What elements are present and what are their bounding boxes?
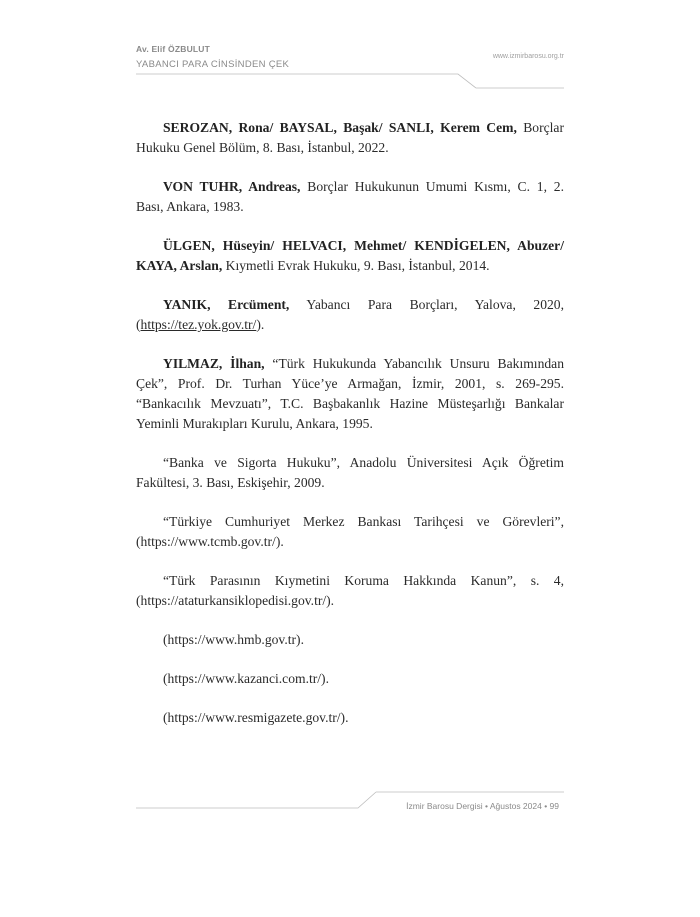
reference-item bbox=[136, 669, 564, 689]
reference-details: (https://www.hmb.gov.tr). bbox=[163, 632, 304, 647]
reference-item bbox=[136, 453, 564, 493]
references-list bbox=[136, 118, 564, 747]
reference-details: “Türkiye Cumhuriyet Merkez Bankası Tarihçesi ve Görevleri”, (https://www.tcmb.gov.tr/). bbox=[136, 514, 564, 549]
reference-details: Yabancı Para Borçları, Yalova, 2020, ( bbox=[136, 297, 565, 332]
reference-item bbox=[136, 354, 564, 434]
reference-authors: SEROZAN, Rona/ BAYSAL, Başak/ SANLI, Kerem Cem, bbox=[163, 120, 517, 135]
reference-details: Borçlar Hukuku Genel Bölüm, 8. Bası, İstanbul, 2022. bbox=[136, 120, 564, 155]
header-rule bbox=[136, 61, 476, 91]
reference-item bbox=[136, 512, 564, 552]
reference-authors: VON TUHR, Andreas, bbox=[163, 179, 301, 194]
reference-authors: ÜLGEN, Hüseyin/ HELVACI, Mehmet/ KENDİGELEN, Abuzer/ KAYA, Arslan, bbox=[136, 238, 564, 273]
reference-item bbox=[136, 630, 564, 650]
header-rule-end bbox=[476, 61, 564, 91]
page-header bbox=[136, 44, 564, 84]
reference-details: Borçlar Hukukunun Umumi Kısmı, C. 1, 2. Bası, Ankara, 1983. bbox=[136, 179, 564, 214]
author-name: Av. Elif ÖZBULUT bbox=[136, 44, 211, 54]
reference-item bbox=[136, 295, 564, 335]
reference-item bbox=[136, 708, 564, 728]
reference-details: (https://www.resmigazete.gov.tr/). bbox=[163, 710, 349, 725]
reference-authors: YILMAZ, İlhan, bbox=[163, 356, 265, 371]
reference-authors: YANIK, Ercüment, bbox=[163, 297, 290, 312]
page-footer bbox=[136, 788, 564, 812]
website-url: www.izmirbarosu.org.tr bbox=[492, 53, 564, 60]
reference-link[interactable]: https://tez.yok.gov.tr/ bbox=[140, 317, 257, 332]
reference-details: (https://www.kazanci.com.tr/). bbox=[163, 671, 329, 686]
reference-closing: ). bbox=[256, 317, 265, 332]
reference-details: Kıymetli Evrak Hukuku, 9. Bası, İstanbul, 2014. bbox=[222, 258, 490, 273]
reference-details: “Türk Hukukunda Yabancılık Unsuru Bakımından Çek”, Prof. Dr. Turhan Yüce’ye Armağan, İzmir, 2001, s. 269-295. “Bankacılık Mevzuatı”, T.C. Başbakanlık Hazine Müsteşarlığı Bankalar Yeminli Murakıpları Kurulu, Ankara, 1995. bbox=[136, 356, 565, 431]
reference-item bbox=[136, 118, 564, 158]
article-title: YABANCI PARA CİNSİNDEN ÇEK bbox=[136, 59, 290, 70]
reference-details: “Banka ve Sigorta Hukuku”, Anadolu Üniversitesi Açık Öğretim Fakültesi, 3. Bası, Eskişehir, 2009. bbox=[136, 455, 564, 490]
reference-item bbox=[136, 177, 564, 217]
journal-footer: İzmir Barosu Dergisi • Ağustos 2024 • 99 bbox=[406, 801, 559, 811]
reference-details: “Türk Parasının Kıymetini Koruma Hakkında Kanun”, s. 4, (https://ataturkansiklopedisi.gov.tr/). bbox=[136, 573, 564, 608]
footer-rule bbox=[136, 788, 376, 812]
reference-item bbox=[136, 236, 564, 276]
reference-item bbox=[136, 571, 564, 611]
